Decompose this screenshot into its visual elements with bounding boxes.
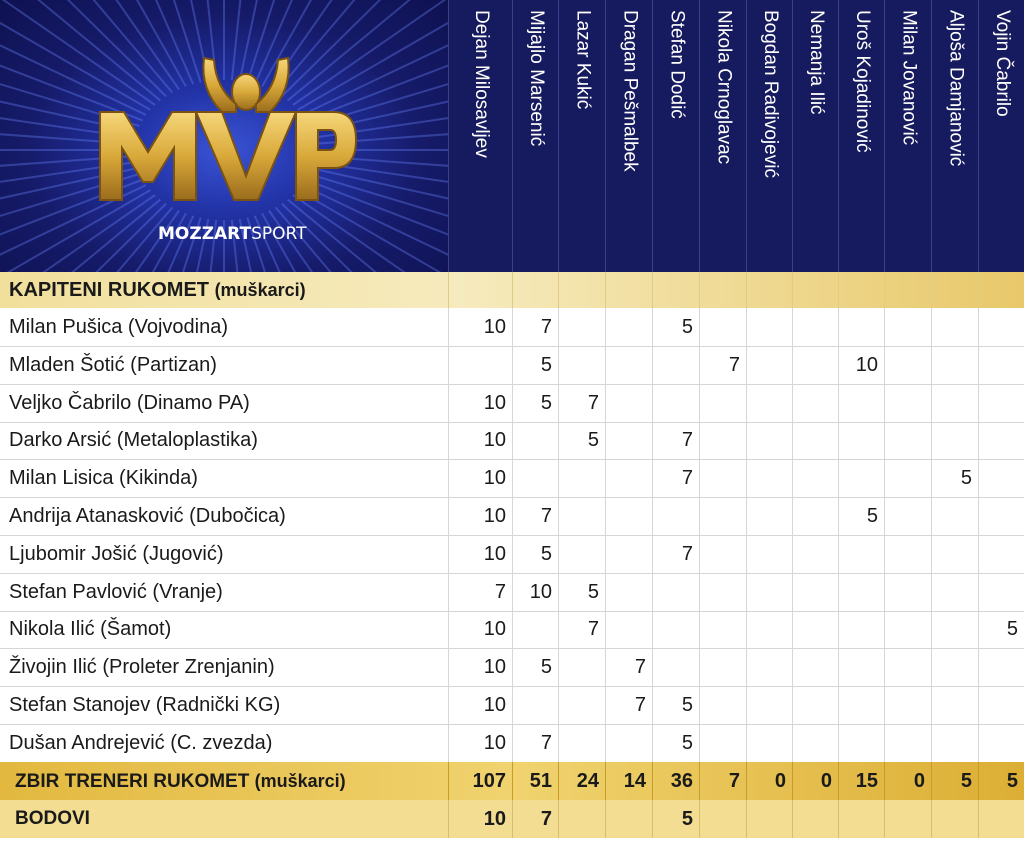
score-cell xyxy=(838,384,884,422)
score-cell: 7 xyxy=(512,308,558,346)
score-cell xyxy=(652,497,699,535)
score-cell xyxy=(978,724,1024,762)
score-cell xyxy=(746,800,792,838)
coach-name: Vojin Čabrilo xyxy=(992,10,1013,117)
score-cell xyxy=(746,648,792,686)
coach-name: Dragan Pešmalbek xyxy=(619,10,641,172)
score-cell xyxy=(699,459,746,497)
score-cell xyxy=(884,686,931,724)
score-cell: 10 xyxy=(448,800,512,838)
score-cell: 14 xyxy=(605,762,652,800)
score-cell xyxy=(652,610,699,648)
score-cell xyxy=(605,272,652,308)
score-cell: 10 xyxy=(838,346,884,384)
score-cell: 10 xyxy=(448,610,512,648)
score-cell: 36 xyxy=(652,762,699,800)
score-cell xyxy=(746,610,792,648)
score-cell: 51 xyxy=(512,762,558,800)
score-cell xyxy=(652,573,699,611)
score-cell xyxy=(978,648,1024,686)
score-cell xyxy=(652,346,699,384)
score-cell xyxy=(838,686,884,724)
score-cell xyxy=(699,800,746,838)
captain-name: Dušan Andrejević (C. zvezda) xyxy=(9,731,273,754)
score-cell xyxy=(838,272,884,308)
captain-name: Veljko Čabrilo (Dinamo PA) xyxy=(9,391,250,414)
coach-name: Stefan Dodić xyxy=(666,10,688,119)
captain-name: Andrija Atanasković (Dubočica) xyxy=(9,505,286,527)
table-row xyxy=(0,384,1024,423)
score-cell xyxy=(746,459,792,497)
table-row xyxy=(0,573,1024,612)
score-cell xyxy=(558,272,605,308)
score-cell xyxy=(699,308,746,346)
score-cell: 10 xyxy=(448,384,512,422)
score-cell xyxy=(792,497,838,535)
score-cell xyxy=(884,308,931,346)
coach-name: Mijajlo Marsenić xyxy=(526,10,547,147)
score-cell xyxy=(699,724,746,762)
score-cell xyxy=(838,800,884,838)
score-cell xyxy=(558,535,605,573)
coach-name: Dejan Milosavljev xyxy=(471,10,492,158)
captain-name: Darko Arsić (Metaloplastika) xyxy=(9,429,258,452)
section-title: KAPITENI RUKOMET (muškarci) xyxy=(9,279,306,301)
table-row xyxy=(0,308,1024,347)
score-cell xyxy=(699,384,746,422)
score-cell xyxy=(978,346,1024,384)
captain-name: Mladen Šotić (Partizan) xyxy=(9,353,217,376)
coach-header xyxy=(558,0,606,272)
score-cell: 5 xyxy=(838,497,884,535)
score-cell xyxy=(448,346,512,384)
score-cell xyxy=(605,610,652,648)
score-cell xyxy=(699,272,746,308)
score-cell xyxy=(512,459,558,497)
coach-name: Nemanja Ilić xyxy=(806,10,827,115)
score-cell xyxy=(558,308,605,346)
score-cell xyxy=(605,800,652,838)
score-cell: 7 xyxy=(605,686,652,724)
score-cell xyxy=(558,459,605,497)
brand-wordmark: MOZZARTSPORT xyxy=(158,224,307,244)
score-cell xyxy=(978,384,1024,422)
coach-header-row xyxy=(448,0,1024,272)
coach-header xyxy=(838,0,885,272)
score-cell xyxy=(792,421,838,459)
score-cell: 7 xyxy=(512,800,558,838)
captain-name: Milan Lisica (Kikinda) xyxy=(9,467,198,490)
score-cell xyxy=(978,686,1024,724)
coach-header xyxy=(931,0,979,272)
score-cell: 10 xyxy=(448,497,512,535)
table-row xyxy=(0,459,1024,498)
score-cell: 7 xyxy=(448,573,512,611)
score-cell: 5 xyxy=(652,800,699,838)
score-cell xyxy=(792,800,838,838)
score-cell xyxy=(884,346,931,384)
score-cell xyxy=(931,724,978,762)
table-row xyxy=(0,497,1024,536)
score-cell xyxy=(838,724,884,762)
score-cell xyxy=(605,497,652,535)
table-row xyxy=(0,648,1024,687)
score-cell xyxy=(884,497,931,535)
score-cell xyxy=(931,535,978,573)
score-cell xyxy=(699,686,746,724)
score-cell: 7 xyxy=(652,535,699,573)
table-row xyxy=(0,421,1024,460)
coach-header xyxy=(652,0,700,272)
score-cell: 5 xyxy=(978,762,1024,800)
score-cell xyxy=(838,421,884,459)
score-cell xyxy=(931,497,978,535)
score-cell xyxy=(699,648,746,686)
score-cell: 7 xyxy=(558,610,605,648)
points-row xyxy=(0,800,1024,838)
score-cell xyxy=(699,573,746,611)
score-cell xyxy=(978,497,1024,535)
score-cell xyxy=(792,346,838,384)
total-title: ZBIR TRENERI RUKOMET (muškarci) xyxy=(15,770,346,792)
coach-header xyxy=(605,0,653,272)
score-cell: 10 xyxy=(512,573,558,611)
score-cell xyxy=(792,648,838,686)
captain-name: Stefan Pavlović (Vranje) xyxy=(9,580,223,603)
score-cell: 0 xyxy=(746,762,792,800)
captain-name: Stefan Stanojev (Radnički KG) xyxy=(9,694,281,716)
score-cell xyxy=(699,535,746,573)
table-row xyxy=(0,686,1024,725)
coach-header xyxy=(699,0,747,272)
score-cell: 7 xyxy=(512,724,558,762)
coach-header xyxy=(448,0,513,272)
score-cell xyxy=(746,724,792,762)
header xyxy=(0,0,1024,272)
score-cell xyxy=(931,346,978,384)
captain-name: Ljubomir Jošić (Jugović) xyxy=(9,542,224,565)
coach-name: Uroš Kojadinović xyxy=(852,10,873,153)
score-cell: 7 xyxy=(652,421,699,459)
points-title: BODOVI xyxy=(15,808,90,830)
score-cell xyxy=(512,686,558,724)
score-cell xyxy=(792,573,838,611)
score-cell xyxy=(838,535,884,573)
score-cell xyxy=(512,421,558,459)
score-cell xyxy=(931,573,978,611)
score-cell xyxy=(792,610,838,648)
score-cell xyxy=(699,421,746,459)
score-cell xyxy=(605,384,652,422)
score-cell: 10 xyxy=(448,648,512,686)
score-cell xyxy=(978,308,1024,346)
score-cell xyxy=(605,421,652,459)
score-cell xyxy=(746,497,792,535)
score-cell xyxy=(605,535,652,573)
score-cell: 10 xyxy=(448,308,512,346)
score-cell xyxy=(838,308,884,346)
score-cell xyxy=(792,308,838,346)
score-cell: 5 xyxy=(652,724,699,762)
mvp-logo xyxy=(0,0,448,272)
score-cell xyxy=(884,573,931,611)
score-cell: 10 xyxy=(448,535,512,573)
coach-name: Nikola Crnoglavac xyxy=(713,10,735,165)
score-cell: 10 xyxy=(448,686,512,724)
score-cell xyxy=(605,573,652,611)
score-cell xyxy=(605,724,652,762)
score-cell xyxy=(699,497,746,535)
score-cell: 5 xyxy=(978,610,1024,648)
coach-name: Aljoša Damjanović xyxy=(945,10,967,167)
score-cell xyxy=(792,686,838,724)
score-cell: 7 xyxy=(512,497,558,535)
section-header-row xyxy=(0,272,1024,308)
score-cell xyxy=(605,308,652,346)
score-cell xyxy=(746,535,792,573)
coach-header xyxy=(746,0,793,272)
score-cell xyxy=(884,648,931,686)
score-cell xyxy=(652,648,699,686)
score-cell xyxy=(838,573,884,611)
score-cell xyxy=(978,573,1024,611)
score-cell xyxy=(605,346,652,384)
score-cell: 24 xyxy=(558,762,605,800)
score-cell: 5 xyxy=(558,421,605,459)
score-cell xyxy=(746,573,792,611)
score-cell: 0 xyxy=(884,762,931,800)
score-cell: 7 xyxy=(699,762,746,800)
score-cell xyxy=(931,610,978,648)
score-cell xyxy=(652,384,699,422)
score-cell: 5 xyxy=(512,648,558,686)
score-cell xyxy=(652,272,699,308)
score-cell: 15 xyxy=(838,762,884,800)
score-cell xyxy=(884,459,931,497)
coach-header xyxy=(978,0,1024,272)
score-cell xyxy=(792,724,838,762)
score-cell xyxy=(978,272,1024,308)
score-cell xyxy=(558,686,605,724)
score-cell xyxy=(931,272,978,308)
score-cell xyxy=(746,421,792,459)
score-cell xyxy=(838,648,884,686)
score-cell: 7 xyxy=(605,648,652,686)
score-cell: 10 xyxy=(448,421,512,459)
score-cell xyxy=(448,272,512,308)
score-cell xyxy=(931,686,978,724)
score-cell xyxy=(558,346,605,384)
score-cell: 10 xyxy=(448,724,512,762)
score-cell xyxy=(746,384,792,422)
score-cell xyxy=(978,535,1024,573)
score-cell: 107 xyxy=(448,762,512,800)
score-cell xyxy=(931,308,978,346)
table-row xyxy=(0,346,1024,385)
captain-name: Nikola Ilić (Šamot) xyxy=(9,618,172,641)
score-cell xyxy=(884,384,931,422)
score-cell xyxy=(792,459,838,497)
score-cell xyxy=(558,497,605,535)
score-cell xyxy=(931,421,978,459)
score-cell xyxy=(838,459,884,497)
score-cell: 10 xyxy=(448,459,512,497)
coach-name: Lazar Kukić xyxy=(572,10,594,110)
captain-name: Milan Pušica (Vojvodina) xyxy=(9,316,228,338)
score-cell: 7 xyxy=(699,346,746,384)
score-cell xyxy=(746,308,792,346)
score-cell xyxy=(558,648,605,686)
score-cell: 5 xyxy=(652,308,699,346)
score-cell xyxy=(884,800,931,838)
score-cell xyxy=(838,610,884,648)
score-cell: 5 xyxy=(931,459,978,497)
score-cell: 7 xyxy=(558,384,605,422)
score-cell xyxy=(978,459,1024,497)
table-row xyxy=(0,724,1024,763)
score-cell xyxy=(792,272,838,308)
coach-header xyxy=(884,0,932,272)
score-cell xyxy=(978,800,1024,838)
score-cell: 5 xyxy=(558,573,605,611)
score-cell xyxy=(884,421,931,459)
captain-name: Živojin Ilić (Proleter Zrenjanin) xyxy=(9,656,275,679)
coach-header xyxy=(792,0,839,272)
total-row xyxy=(0,762,1024,800)
score-cell: 7 xyxy=(652,459,699,497)
score-cell xyxy=(931,384,978,422)
score-cell xyxy=(884,272,931,308)
score-cell xyxy=(931,800,978,838)
score-cell: 5 xyxy=(512,384,558,422)
score-cell: 0 xyxy=(792,762,838,800)
score-cell: 5 xyxy=(931,762,978,800)
score-cell xyxy=(746,686,792,724)
score-cell: 5 xyxy=(512,346,558,384)
score-cell xyxy=(978,421,1024,459)
score-cell xyxy=(699,610,746,648)
score-cell: 5 xyxy=(652,686,699,724)
score-cell xyxy=(792,384,838,422)
score-cell xyxy=(746,346,792,384)
score-cell xyxy=(792,535,838,573)
score-cell xyxy=(746,272,792,308)
score-cell xyxy=(884,724,931,762)
coach-name: Bogdan Radivojević xyxy=(760,10,781,178)
score-cell xyxy=(558,724,605,762)
score-cell xyxy=(512,272,558,308)
coach-name: Milan Jovanović xyxy=(898,10,920,146)
table-row xyxy=(0,535,1024,574)
table-row xyxy=(0,610,1024,649)
score-cell xyxy=(884,535,931,573)
score-cell: 5 xyxy=(512,535,558,573)
score-cell xyxy=(558,800,605,838)
score-cell xyxy=(931,648,978,686)
score-cell xyxy=(512,610,558,648)
coach-header xyxy=(512,0,559,272)
score-cell xyxy=(884,610,931,648)
score-cell xyxy=(605,459,652,497)
